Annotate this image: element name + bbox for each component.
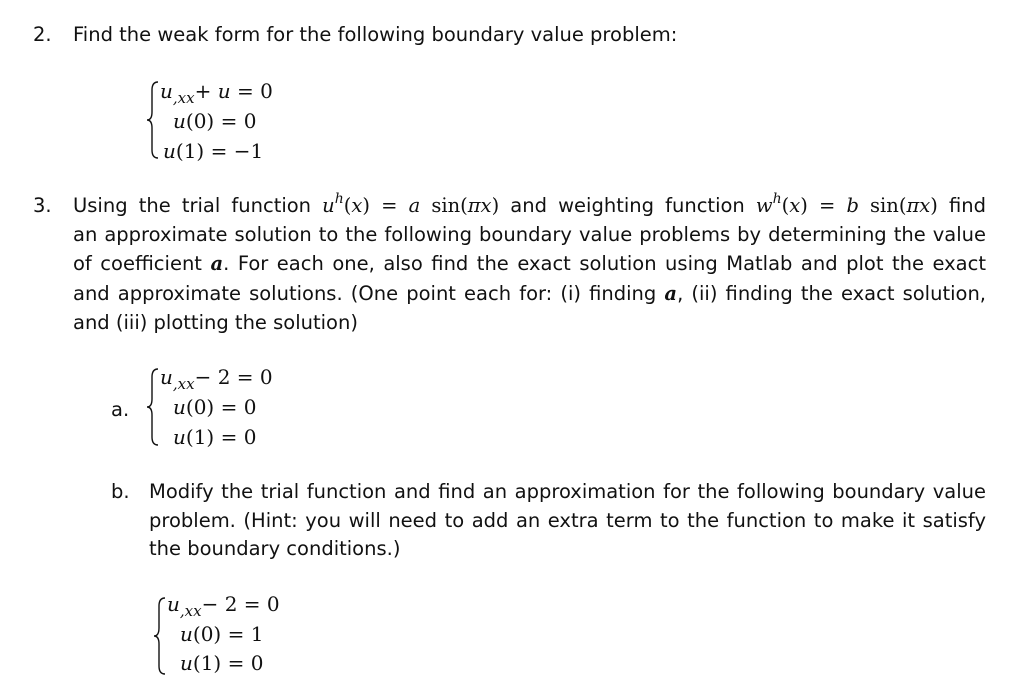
brace-icon [153, 596, 167, 676]
equation: $u_{,xx}+ u = 0$ [160, 79, 273, 107]
equation: $u_{,xx}- 2 = 0$ [160, 365, 273, 393]
problem-2-number: 2. [33, 23, 52, 46]
problem-2-system [160, 76, 360, 166]
equation: u(1) = 0 [180, 651, 264, 675]
equation: u(0) = 0 [173, 109, 257, 133]
part-b-line-3: the boundary conditions.) [149, 537, 401, 560]
problem-3-number: 3. [33, 194, 52, 217]
equation: u(1) = 0 [173, 425, 257, 449]
part-a-system [160, 362, 360, 452]
part-b-label: b. [111, 480, 130, 503]
equation: u(0) = 1 [180, 622, 264, 646]
part-b-line-1: Modify the trial function and find an approximation for the following boundary value [149, 480, 986, 503]
equation: u(0) = 0 [173, 395, 257, 419]
part-b-system [167, 589, 367, 679]
problem-3-line-2: an approximate solution to the following boundary value problems by determining the value [73, 223, 986, 246]
brace-icon [146, 367, 160, 447]
problem-3-line-1: Using the trial function $u^h(x) = a$ sin(πx) and weighting function $w^h(x) = b$ sin(πx) find [73, 191, 987, 217]
problem-3-line-4: and approximate solutions. (One point each for: (i) finding a, (ii) finding the exact solution, [73, 282, 987, 305]
brace-icon [146, 80, 160, 160]
problem-2-text: Find the weak form for the following boundary value problem: [73, 23, 678, 46]
part-a-label: a. [111, 398, 130, 421]
problem-3-line-3: of coefficient a. For each one, also find the exact solution using Matlab and plot the exact [73, 252, 987, 275]
equation: $u_{,xx}- 2 = 0$ [167, 592, 280, 620]
problem-3-line-5: and (iii) plotting the solution) [73, 311, 358, 334]
equation: u(1) = −1 [163, 139, 264, 163]
part-b-line-2: problem. (Hint: you will need to add an extra term to the function to make it satisfy [149, 509, 986, 532]
